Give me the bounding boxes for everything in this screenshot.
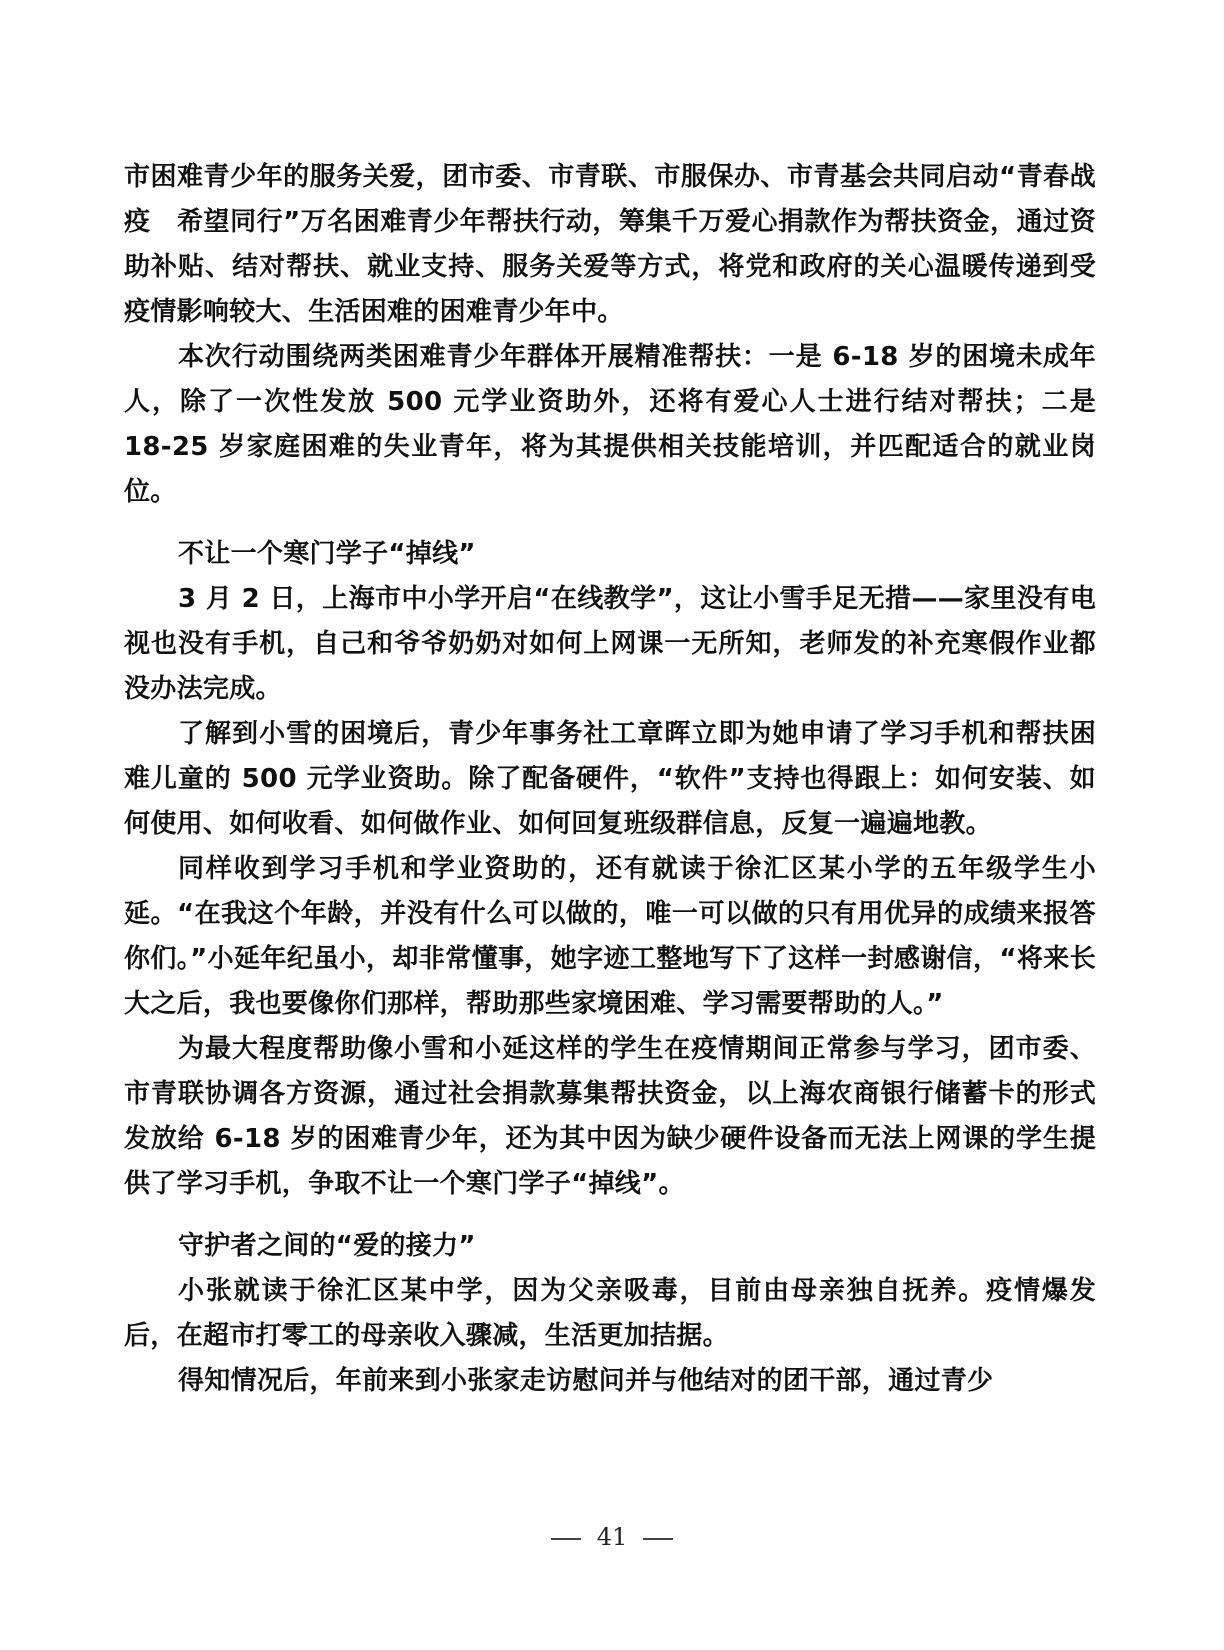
footer-dash-left [551, 1538, 581, 1540]
paragraph-5: 同样收到学习手机和学业资助的，还有就读于徐汇区某小学的五年级学生小延。“在我这个年龄，并没有什么可以做的，唯一可以做的只有用优异的成绩来报答你们。”小延年纪虽小，却非常懂事，她字迹工整地写下了这样一封感谢信，“将来长大之后，我也要像你们那样，帮助那些家境困难、学习需要帮助的人。” [124, 854, 1096, 1019]
section-heading-2: 守护者之间的“爱的接力” [178, 1231, 476, 1261]
paragraph-8: 得知情况后，年前来到小张家走访慰问并与他结对的团干部，通过青少 [178, 1366, 994, 1396]
footer-dash-right [643, 1538, 673, 1540]
page-number: 41 [596, 1523, 628, 1551]
paragraph-3: 3 月 2 日，上海市中小学开启“在线教学”，这让小雪手足无措——家里没有电视也没有手机，自己和爷爷奶奶对如何上网课一无所知，老师发的补充寒假作业都没办法完成。 [124, 584, 1096, 704]
page-footer [0, 1523, 1224, 1551]
paragraph-2: 本次行动围绕两类困难青少年群体开展精准帮扶：一是 6-18 岁的困境未成年人，除了一次性发放 500 元学业资助外，还将有爱心人士进行结对帮扶；二是 18-25 岁家庭困难的失业青年，将为其提供相关技能培训，并匹配适合的就业岗位。 [124, 342, 1096, 507]
section-heading-1: 不让一个寒门学子“掉线” [178, 539, 476, 569]
paragraph-7: 小张就读于徐汇区某中学，因为父亲吸毒，目前由母亲独自抚养。疫情爆发后，在超市打零工的母亲收入骤减，生活更加拮据。 [124, 1276, 1096, 1351]
paragraph-1: 市困难青少年的服务关爱，团市委、市青联、市服保办、市青基会共同启动“青春战疫 希望同行”万名困难青少年帮扶行动，筹集千万爱心捐款作为帮扶资金，通过资助补贴、结对帮扶、就业支持、服务关爱等方式，将党和政府的关心温暖传递到受疫情影响较大、生活困难的困难青少年中。 [124, 162, 1096, 327]
paragraph-4: 了解到小雪的困境后，青少年事务社工章晖立即为她申请了学习手机和帮扶困难儿童的 500 元学业资助。除了配备硬件，“软件”支持也得跟上：如何安装、如何使用、如何收看、如何做作业、如何回复班级群信息，反复一遍遍地教。 [124, 719, 1096, 839]
paragraph-6: 为最大程度帮助像小雪和小延这样的学生在疫情期间正常参与学习，团市委、市青联协调各方资源，通过社会捐款募集帮扶资金，以上海农商银行储蓄卡的形式发放给 6-18 岁的困难青少年，还为其中因为缺少硬件设备而无法上网课的学生提供了学习手机，争取不让一个寒门学子“掉线”。 [124, 1034, 1096, 1199]
document-body [124, 155, 1096, 1404]
